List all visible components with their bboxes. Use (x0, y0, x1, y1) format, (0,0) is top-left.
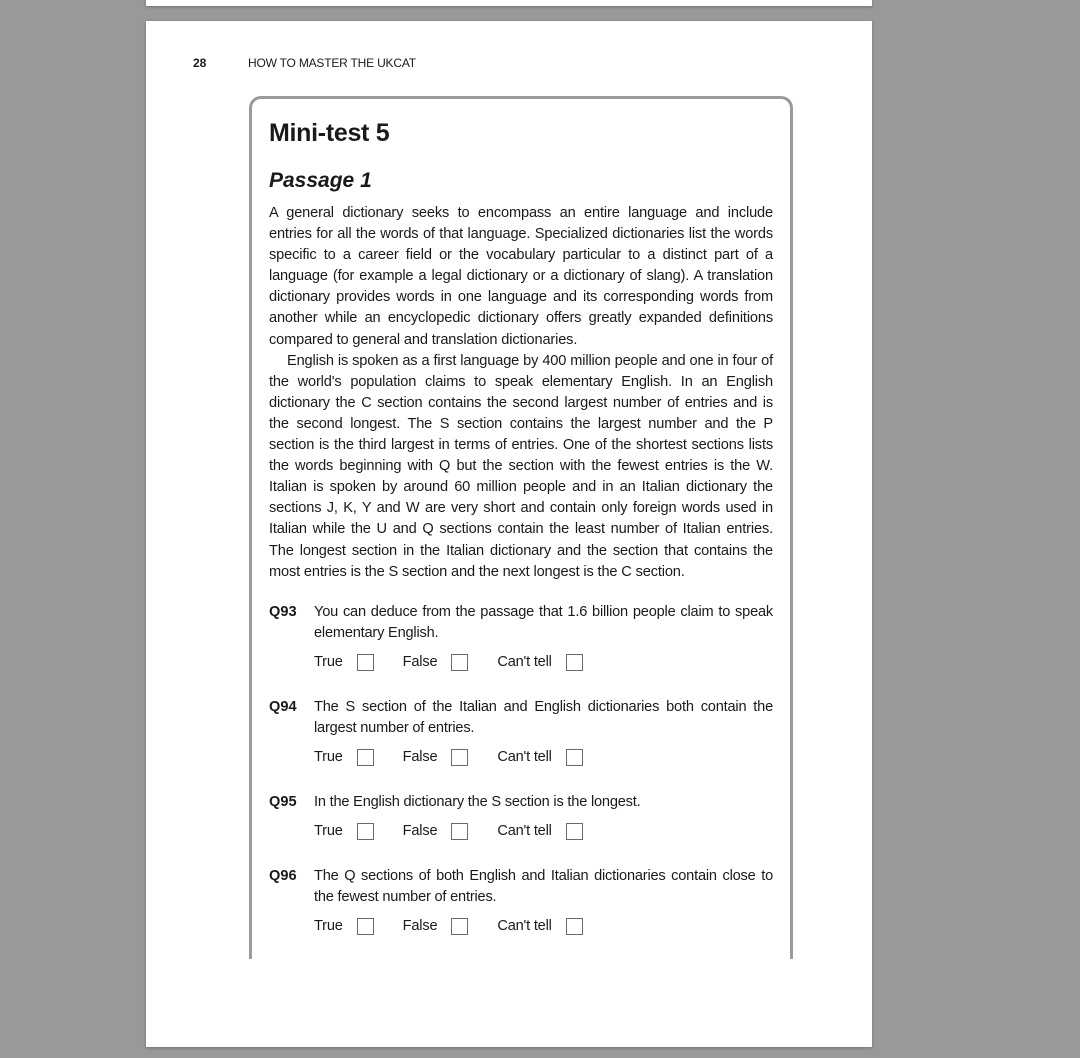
option-cant-tell[interactable]: Can't tell (497, 823, 582, 840)
question-text: In the English dictionary the S section is the longest. (314, 794, 641, 810)
option-false[interactable]: False (403, 823, 469, 840)
option-cant-tell[interactable]: Can't tell (497, 654, 582, 671)
question-number: Q95 (269, 794, 297, 810)
question-text: You can deduce from the passage that 1.6 billion people claim to speak elementary English. (314, 604, 773, 641)
answer-options (314, 820, 583, 842)
option-true[interactable]: True (314, 918, 374, 935)
passage-paragraph-1: A general dictionary seeks to encompass an entire language and include entries for all the words of that language. Specialized dictionaries list the words specific to a career field or the vocabulary particular to a distinct part of a language (for example a legal dictionary or a dictionary of slang). A translation dictionary provides words in one language and its corresponding words from another while an encyclopedic dictionary offers greatly expanded definitions compared to general and translation dictionaries. (269, 205, 773, 348)
question-number: Q94 (269, 699, 297, 715)
checkbox-icon[interactable] (566, 918, 583, 935)
question-number: Q96 (269, 868, 297, 884)
document-page (146, 21, 872, 1047)
checkbox-icon[interactable] (566, 654, 583, 671)
passage-title: Passage 1 (269, 169, 372, 192)
option-false[interactable]: False (403, 654, 469, 671)
option-true[interactable]: True (314, 654, 374, 671)
checkbox-icon[interactable] (451, 654, 468, 671)
checkbox-icon[interactable] (451, 823, 468, 840)
answer-options (314, 915, 583, 937)
answer-options (314, 651, 583, 673)
checkbox-icon[interactable] (566, 749, 583, 766)
question-text: The S section of the Italian and English dictionaries both contain the largest number of entries. (314, 699, 773, 736)
answer-options (314, 746, 583, 768)
checkbox-icon[interactable] (451, 749, 468, 766)
checkbox-icon[interactable] (357, 654, 374, 671)
checkbox-icon[interactable] (357, 918, 374, 935)
passage-text (269, 203, 773, 583)
question-text: The Q sections of both English and Italian dictionaries contain close to the fewest number of entries. (314, 868, 773, 905)
checkbox-icon[interactable] (357, 749, 374, 766)
option-cant-tell[interactable]: Can't tell (497, 749, 582, 766)
checkbox-icon[interactable] (357, 823, 374, 840)
option-cant-tell[interactable]: Can't tell (497, 918, 582, 935)
mini-test-box (249, 96, 793, 959)
question-number: Q93 (269, 604, 297, 620)
option-true[interactable]: True (314, 749, 374, 766)
running-header (146, 56, 872, 70)
option-false[interactable]: False (403, 918, 469, 935)
checkbox-icon[interactable] (566, 823, 583, 840)
option-false[interactable]: False (403, 749, 469, 766)
book-title: HOW TO MASTER THE UKCAT (248, 56, 416, 70)
mini-test-title: Mini-test 5 (269, 119, 390, 147)
option-true[interactable]: True (314, 823, 374, 840)
checkbox-icon[interactable] (451, 918, 468, 935)
previous-page-edge (146, 0, 872, 6)
page-number: 28 (193, 56, 207, 70)
passage-paragraph-2: English is spoken as a first language by 400 million people and one in four of the world's population claims to speak elementary English. In an English dictionary the C section contains the second largest number of entries and is the second longest. The S section contains the largest number and the P section is the third largest in terms of entries. One of the shortest sections lists the words beginning with Q but the section with the fewest entries is the W. Italian is spoken by around 60 million people and in an Italian dictionary the sections J, K, Y and W are very short and contain only foreign words used in Italian while the U and Q sections contain the least number of Italian entries. The longest section in the Italian dictionary and the section that contains the most entries is the S section and the next longest is the C section. (269, 352, 773, 580)
